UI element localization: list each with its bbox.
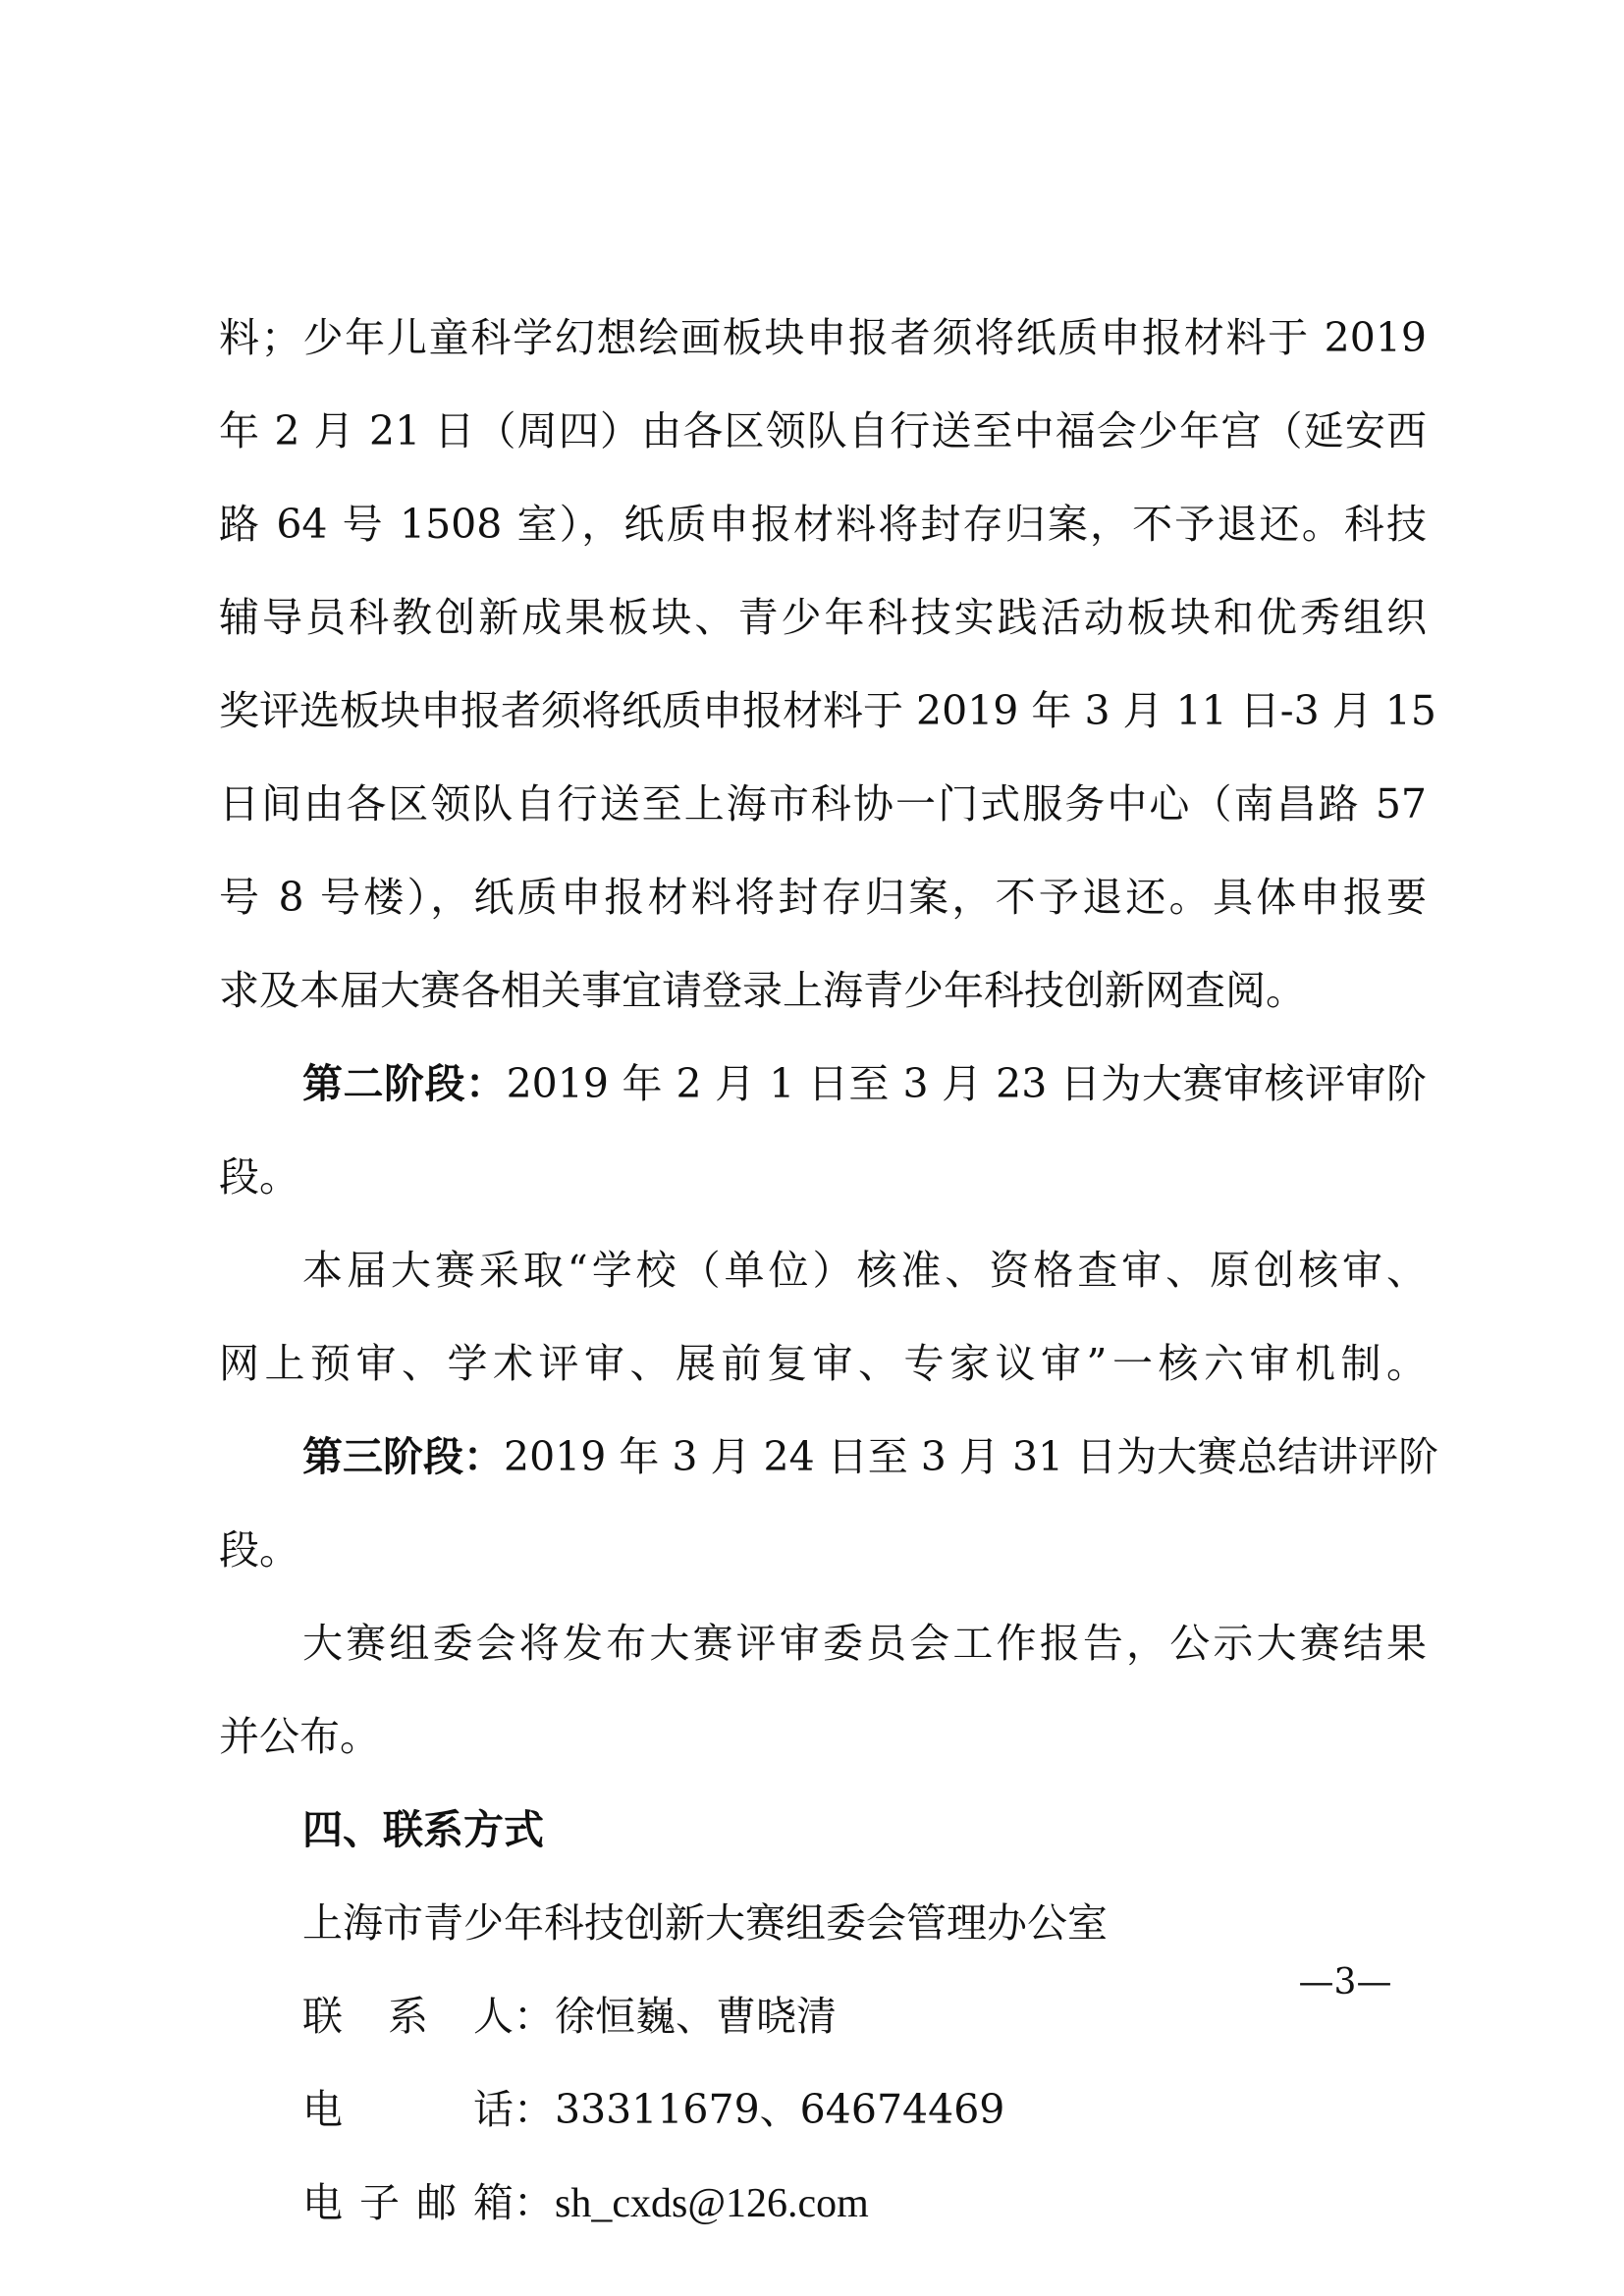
contact-email-label: 电子邮箱 [302, 2179, 514, 2226]
stage-three-continuation: 段。 [219, 1526, 299, 1574]
stage-two-text: 2019 年 2 月 1 日至 3 月 23 日为大赛审核评审阶 [506, 1060, 1428, 1107]
body-line: 求及本届大赛各相关事宜请登录上海青少年科技创新网查阅。 [219, 967, 1306, 1014]
stage-two-label: 第二阶段： [302, 1060, 507, 1107]
stage-three-line [302, 1411, 1439, 1504]
contact-colon: ： [514, 2086, 554, 2133]
contact-person-row [302, 1970, 1427, 2063]
section-four-heading: 四、联系方式 [302, 1806, 544, 1853]
stage-two-description-line: 网上预审、学术评审、展前复审、专家议审”一核六审机制。 [219, 1340, 1427, 1387]
contact-office: 上海市青少年科技创新大赛组委会管理办公室 [302, 1899, 1108, 1947]
stage-three-description-line: 并公布。 [219, 1713, 380, 1760]
body-line: 料；少年儿童科学幻想绘画板块申报者须将纸质申报材料于 2019 [219, 314, 1427, 361]
contact-person-value: 徐恒巍、曹晓清 [555, 1993, 837, 2040]
stage-three-text: 2019 年 3 月 24 日至 3 月 31 日为大赛总结讲评阶 [504, 1433, 1439, 1480]
body-line: 年 2 月 21 日（周四）由各区领队自行送至中福会少年宫（延安西 [219, 407, 1427, 454]
page-number: —3— [1298, 1962, 1392, 2002]
contact-phone-label: 电 话 [302, 2086, 514, 2133]
contact-email-value: sh_cxds@126.com [555, 2181, 869, 2226]
stage-three-label: 第三阶段： [302, 1433, 504, 1480]
body-line: 辅导员科教创新成果板块、青少年科技实践活动板块和优秀组织 [219, 594, 1427, 641]
contact-colon: ： [514, 2179, 554, 2226]
body-line: 奖评选板块申报者须将纸质申报材料于 2019 年 3 月 11 日-3 月 15 [219, 687, 1436, 734]
contact-person-label: 联 系 人 [302, 1993, 514, 2040]
contact-colon: ： [514, 1993, 554, 2040]
body-line: 日间由各区领队自行送至上海市科协一门式服务中心（南昌路 57 [219, 780, 1427, 828]
contact-phone-row [302, 2063, 1427, 2157]
stage-two-line [302, 1038, 1427, 1131]
contact-email-row [302, 2157, 1427, 2250]
contact-phone-value: 33311679、64674469 [555, 2086, 1005, 2133]
stage-three-description-line: 大赛组委会将发布大赛评审委员会工作报告，公示大赛结果 [302, 1620, 1427, 1667]
stage-two-description-line: 本届大赛采取“学校（单位）核准、资格查审、原创核审、 [302, 1247, 1427, 1294]
stage-two-continuation: 段。 [219, 1153, 299, 1201]
body-line: 路 64 号 1508 室），纸质申报材料将封存归案，不予退还。科技 [219, 501, 1427, 548]
body-line: 号 8 号楼），纸质申报材料将封存归案，不予退还。具体申报要 [219, 874, 1427, 921]
